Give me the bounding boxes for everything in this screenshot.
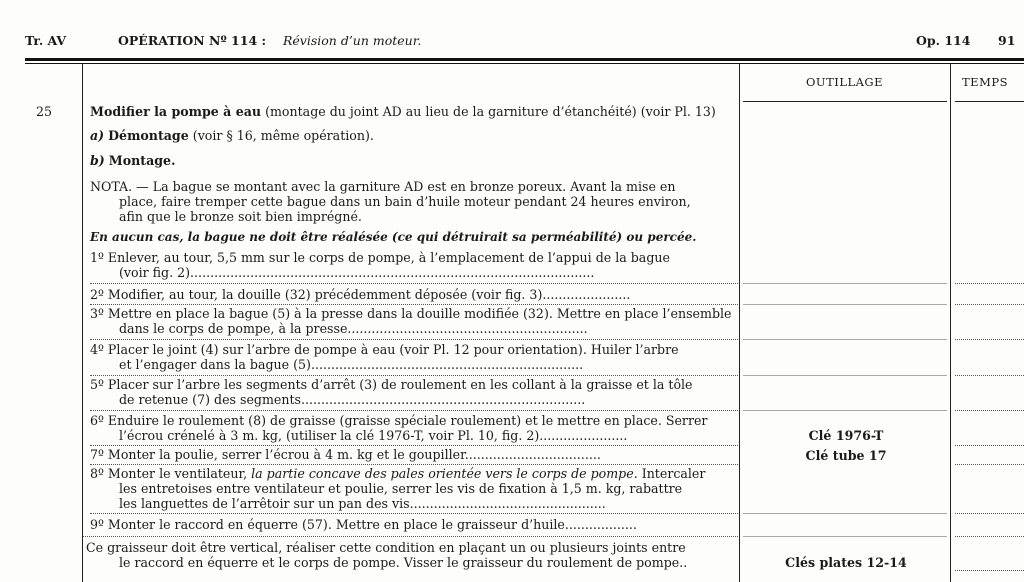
step-8-line-2: les entretoises entre ventilateur et poulie, serrer les vis de fixation à 1,5 m. kg, rabattre [119, 481, 683, 496]
temps-row-rule [955, 536, 1024, 537]
temps-row-rule [955, 464, 1024, 465]
step-2-line-1: 2º Modifier, au tour, la douille (32) précédemment déposée (voir fig. 3)...................... [90, 287, 631, 302]
nota-line-1: NOTA. — La bague se montant avec la garniture AD est en bronze poreux. Avant la mise en [90, 179, 676, 194]
nota-line-2: place, faire tremper cette bague dans un bain d’huile moteur pendant 24 heures environ, [119, 194, 691, 209]
section-title [90, 104, 716, 119]
step-separator [90, 375, 738, 376]
tool-step-7: Clé tube 17 [805, 448, 887, 463]
header-left-code: Tr. AV [25, 33, 67, 48]
temps-row-rule [955, 283, 1024, 284]
step-4-line-2: et l’engager dans la bague (5).................................................................... [119, 357, 584, 372]
step-10-line-1: Ce graisseur doit être vertical, réaliser cette condition en plaçant un ou plusieurs joints entre [86, 540, 686, 555]
step-10-line-2: le raccord en équerre et le corps de pompe. Visser le graisseur du roulement de pompe.. [119, 555, 688, 570]
step-9-line-1: 9º Monter le raccord en équerre (57). Mettre en place le graisseur d’huile.................. [90, 517, 637, 532]
column-header-outillage: OUTILLAGE [806, 75, 883, 89]
step-8-line-3: les languettes de l’arrêtoir sur un pan des vis................................................. [119, 496, 606, 511]
step-b-bold: Montage. [108, 153, 176, 168]
step-separator [90, 339, 738, 340]
temps-row-rule [955, 304, 1024, 305]
tools-row-rule [743, 536, 947, 537]
step-8-line-1 [90, 466, 705, 481]
nota-line-3: afin que le bronze soit bien imprégné. [119, 209, 362, 224]
step-5-line-1: 5º Placer sur l’arbre les segments d’arrêt (3) de roulement en les collant à la graisse et la tôle [90, 377, 693, 392]
section-title-rest: (montage du joint AD au lieu de la garniture d’étanchéité) (voir Pl. 13) [265, 104, 716, 119]
temps-row-rule [955, 375, 1024, 376]
step-8-tail: Intercaler [641, 466, 706, 481]
tools-row-rule [743, 375, 947, 376]
step-1-line-2: (voir fig. 2)..................................................................................................... [119, 265, 595, 280]
step-1-line-1: 1º Enlever, au tour, 5,5 mm sur le corps de pompe, à l’emplacement de l’appui de la bague [90, 250, 670, 265]
column-header-temps: TEMPS [962, 75, 1008, 89]
temps-row-rule [955, 445, 1024, 446]
step-6-line-1: 6º Enduire le roulement (8) de graisse (graisse spéciale roulement) et le mettre en place. Serrer [90, 413, 708, 428]
step-8-emphasis: la partie concave des pales orientée vers le corps de pompe. [251, 466, 638, 481]
temps-row-rule [955, 570, 1024, 571]
step-separator [90, 410, 738, 411]
section-title-bold: Modifier la pompe à eau [90, 104, 262, 119]
header-rule-thin [25, 63, 1024, 64]
temps-row-rule [955, 513, 1024, 514]
step-separator [90, 283, 738, 284]
step-separator [90, 445, 738, 446]
page-number: 91 [998, 33, 1016, 48]
column-divider-number [82, 64, 83, 582]
step-separator [90, 513, 738, 514]
tools-row-rule [743, 410, 947, 411]
step-a-letter: a) [90, 128, 105, 143]
temps-row-rule [955, 339, 1024, 340]
operation-label: OPÉRATION Nº 114 : [118, 33, 267, 48]
step-b [90, 153, 175, 168]
section-number: 25 [36, 104, 53, 119]
column-header-rule-temps [955, 101, 1024, 102]
tool-step-6: Clé 1976-T [808, 428, 884, 443]
step-a [90, 128, 374, 143]
step-7-line-1: 7º Monter la poulie, serrer l’écrou à 4 m. kg et le goupiller.................................. [90, 447, 601, 462]
step-separator [90, 304, 738, 305]
step-5-line-2: de retenue (7) des segments....................................................................... [119, 392, 586, 407]
tools-row-rule [743, 283, 947, 284]
op-reference: Op. 114 [916, 33, 971, 48]
step-separator [83, 536, 738, 537]
warning-line: En aucun cas, la bague ne doit être réalésée (ce qui détruirait sa perméabilité) ou percée. [90, 230, 697, 244]
column-divider-tools [950, 64, 951, 582]
temps-row-rule [955, 410, 1024, 411]
tools-row-rule [743, 513, 947, 514]
page-header [0, 33, 1024, 53]
step-separator [90, 464, 738, 465]
step-a-bold: Démontage [108, 128, 189, 143]
step-a-rest: (voir § 16, même opération). [192, 128, 374, 143]
step-3-line-1: 3º Mettre en place la bague (5) à la presse dans la douille modifiée (32). Mettre en place l’ensemble [90, 306, 732, 321]
tool-step-10: Clés plates 12-14 [785, 555, 907, 570]
step-6-line-2: l’écrou crénelé à 3 m. kg, (utiliser la clé 1976-T, voir Pl. 10, fig. 2)...................... [119, 428, 628, 443]
step-b-letter: b) [90, 153, 105, 168]
tools-row-rule [743, 304, 947, 305]
column-divider-text [739, 64, 740, 582]
tools-row-rule [743, 339, 947, 340]
column-header-rule-tools [743, 101, 947, 102]
step-4-line-1: 4º Placer le joint (4) sur l’arbre de pompe à eau (voir Pl. 12 pour orientation). Huiler l’arbre [90, 342, 679, 357]
step-8-lead: 8º Monter le ventilateur, [90, 466, 248, 481]
header-rule-thick [25, 58, 1024, 61]
step-3-line-2: dans le corps de pompe, à la presse............................................................ [119, 321, 588, 336]
operation-title: Révision d’un moteur. [283, 33, 422, 48]
